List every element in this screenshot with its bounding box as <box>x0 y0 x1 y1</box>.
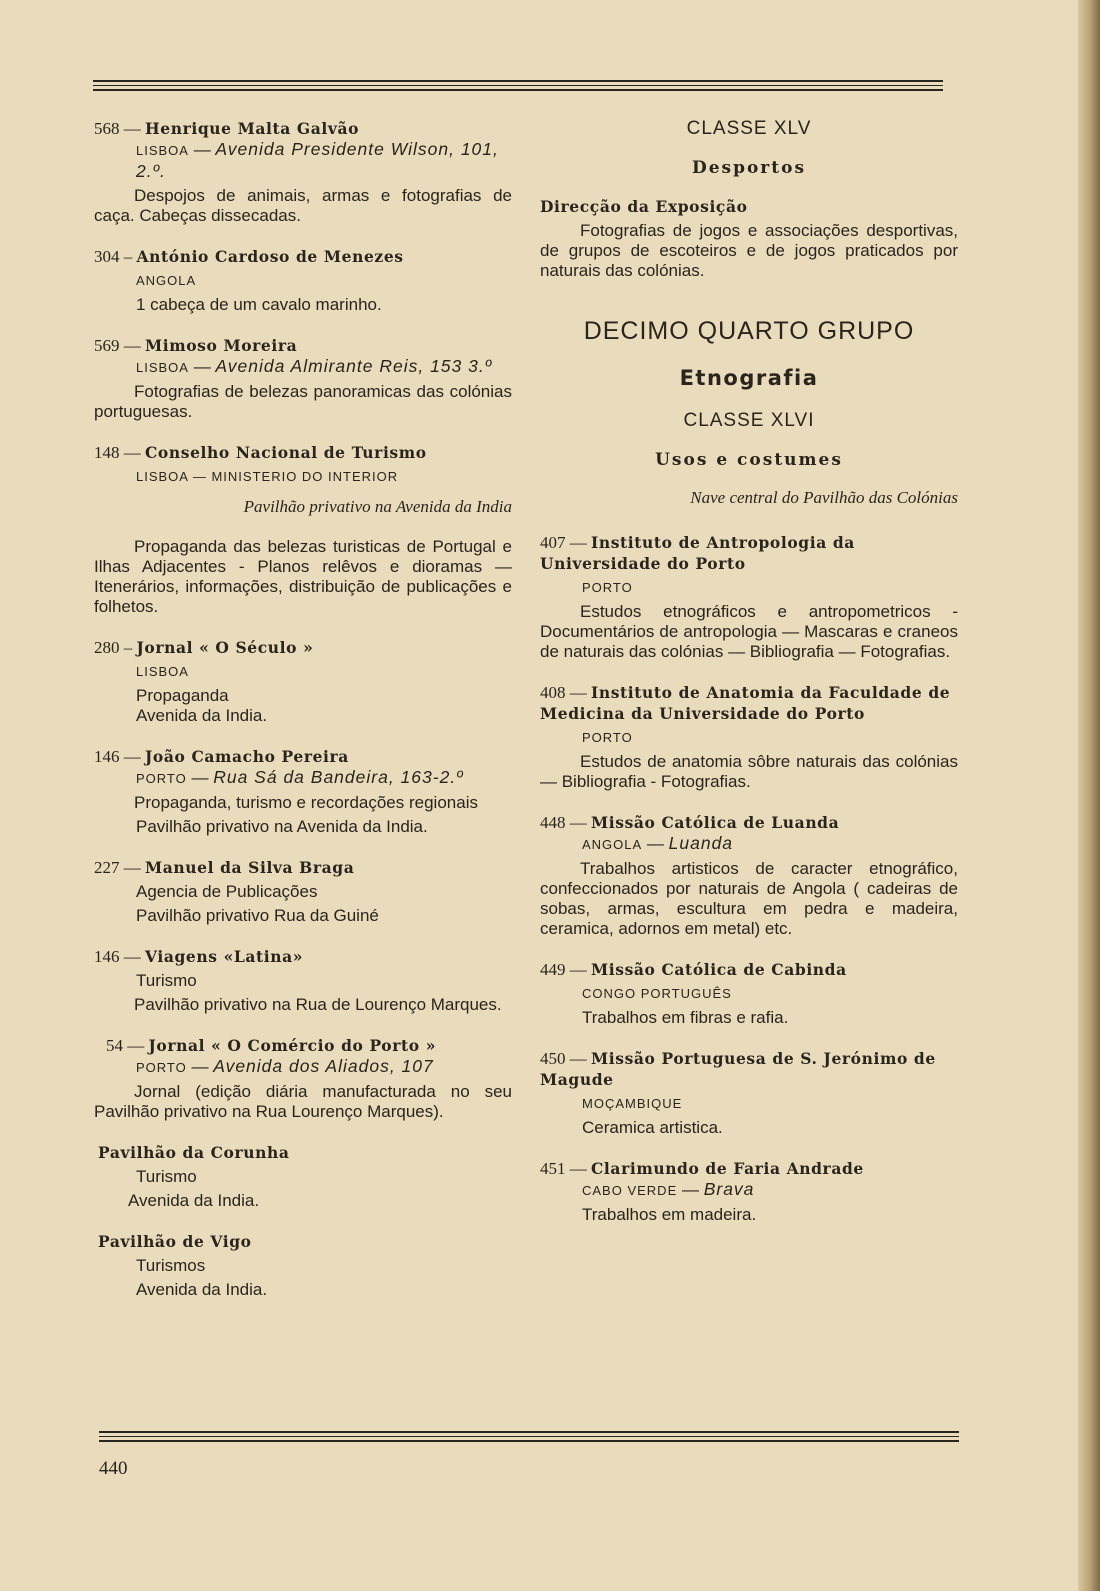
description: Fotografias de jogos e associações desportivas, de grupos de escoteiros e de jogos praticados por naturais das colónias. <box>540 221 958 280</box>
exhibitor-name: Pavilhão de Vigo <box>98 1232 252 1251</box>
bottom-rule <box>99 1431 959 1445</box>
entry-448: 448 — Missão Católica de Luanda ANGOLA — Luanda Trabalhos artisticos de caracter etnográfico, confeccionados por naturais de Angola ( cadeiras de sobas, armas, escultura em pedra e madeira, ceramica, adornos em metal) etc. <box>540 813 958 938</box>
class-subheading: Usos e costumes <box>655 450 843 470</box>
description-line: Turismo <box>136 1167 197 1186</box>
description-line: Avenida da India. <box>128 1191 260 1210</box>
description-line: Avenida da India. <box>136 706 268 725</box>
exhibitor-name: Viagens «Latina» <box>145 947 304 966</box>
location: LISBOA <box>136 664 189 679</box>
entry-pavilhao-corunha <box>94 1142 512 1211</box>
exhibitor-name: António Cardoso de Menezes <box>136 247 404 266</box>
description: Fotografias de belezas panoramicas das colónias portuguesas. <box>94 382 512 421</box>
exhibitor-name: Missão Católica de Luanda <box>591 813 840 832</box>
description: Jornal (edição diária manufacturada no seu Pavilhão privativo na Rua Lourenço Marques). <box>94 1082 512 1121</box>
description-line: Trabalhos em fibras e rafia. <box>582 1008 789 1027</box>
exhibitor-name: Missão Católica de Cabinda <box>591 960 847 979</box>
exhibitor-name: Clarimundo de Faria Andrade <box>591 1159 864 1178</box>
exhibitor-name: Mimoso Moreira <box>145 336 298 355</box>
page-number: 440 <box>99 1458 128 1479</box>
description: 1 cabeça de um cavalo marinho. <box>136 295 382 314</box>
entry-54: 54 — Jornal « O Comércio do Porto » PORTO — Avenida dos Aliados, 107 Jornal (edição diária manufacturada no seu Pavilhão privativo na Rua Lourenço Marques). <box>94 1036 512 1121</box>
exhibitor-name: João Camacho Pereira <box>145 747 349 766</box>
description: Trabalhos artisticos de caracter etnográfico, confeccionados por naturais de Angola ( cadeiras de sobas, armas, escultura em pedra e madeira, ceramica, adornos em metal) etc. <box>540 859 958 938</box>
address: Avenida Presidente Wilson, 101, 2.º. <box>136 139 499 181</box>
location: LISBOA — MINISTERIO DO INTERIOR <box>136 469 399 484</box>
location: PORTO <box>582 580 633 595</box>
entry-280 <box>94 637 512 726</box>
entry-number: 449 — <box>540 960 587 979</box>
location: CABO VERDE <box>582 1183 678 1198</box>
exhibitor-name: Jornal « O Século » <box>136 638 314 657</box>
entry-227 <box>94 857 512 926</box>
entry-pavilhao-vigo <box>94 1231 512 1300</box>
address: Avenida dos Aliados, 107 <box>213 1056 434 1076</box>
description: Pavilhão privativo na Rua de Lourenço Marques. <box>134 995 502 1014</box>
description: Propaganda das belezas turisticas de Portugal e Ilhas Adjacentes - Planos relêvos e dioramas — Itenerários, informações, distribuição de publicações e folhetos. <box>94 537 512 616</box>
description-line: Avenida da India. <box>136 1280 268 1299</box>
entry-408 <box>540 682 958 792</box>
location: CONGO PORTUGUÊS <box>582 986 732 1001</box>
description-line: Ceramica artistica. <box>582 1118 723 1137</box>
pavilion-note: Nave central do Pavilhão das Colónias <box>690 488 958 507</box>
entry-number: 227 — <box>94 858 141 877</box>
group-subheading: Etnografia <box>679 366 819 390</box>
location: PORTO <box>582 730 633 745</box>
page-edge <box>1078 0 1100 1591</box>
address: Luanda <box>668 833 734 853</box>
entry-568: 568 — Henrique Malta Galvão LISBOA — Avenida Presidente Wilson, 101, 2.º. Despojos de animais, armas e fotografias de caça. Cabeças dissecadas. <box>94 119 512 225</box>
description: Despojos de animais, armas e fotografias de caça. Cabeças dissecadas. <box>94 186 512 225</box>
exhibitor-name: Direcção da Exposição <box>540 197 748 216</box>
address: Rua Sá da Bandeira, 163-2.º <box>213 767 464 787</box>
entry-146-joao: 146 — João Camacho Pereira PORTO — Rua Sá da Bandeira, 163-2.º Propaganda, turismo e recordações regionais Pavilhão privativo na Avenida da India. <box>94 746 512 837</box>
exhibitor-name: Instituto de Anatomia da Faculdade de Medicina da Universidade do Porto <box>540 683 951 723</box>
location: ANGOLA <box>582 837 643 852</box>
entry-number: 448 — <box>540 813 587 832</box>
entry-451: 451 — Clarimundo de Faria Andrade CABO VERDE — Brava Trabalhos em madeira. <box>540 1158 958 1225</box>
exhibitor-name: Pavilhão da Corunha <box>98 1143 290 1162</box>
description-line: Pavilhão privativo na Avenida da India. <box>136 817 428 836</box>
location: PORTO <box>136 771 187 786</box>
entry-number: 450 — <box>540 1049 587 1068</box>
description-line: Turismos <box>136 1256 206 1275</box>
entry-569: 569 — Mimoso Moreira LISBOA — Avenida Almirante Reis, 153 3.º Fotografias de belezas panoramicas das colónias portuguesas. <box>94 336 512 421</box>
address: Avenida Almirante Reis, 153 3.º <box>215 356 493 376</box>
entry-407 <box>540 532 958 662</box>
entry-number: 451 — <box>540 1159 587 1178</box>
description-line: Propaganda <box>136 686 229 705</box>
entry-number: 568 — <box>94 119 141 138</box>
entry-304 <box>94 246 512 315</box>
description-line: Turismo <box>136 971 197 990</box>
exhibitor-name: Manuel da Silva Braga <box>145 858 355 877</box>
entry-number: 146 — <box>94 747 141 766</box>
class-heading: CLASSE XLVI <box>683 410 815 431</box>
description-line: Pavilhão privativo Rua da Guiné <box>136 906 379 925</box>
location: MOÇAMBIQUE <box>582 1096 683 1111</box>
entry-number: 148 — <box>94 443 141 462</box>
entry-number: 54 — <box>106 1036 145 1055</box>
class-subheading: Desportos <box>691 158 807 178</box>
right-column <box>540 118 958 1245</box>
description: Estudos de anatomia sôbre naturais das colónias — Bibliografia - Fotografias. <box>540 752 958 791</box>
entry-148 <box>94 442 512 617</box>
entry-449 <box>540 959 958 1028</box>
entry-number: 408 — <box>540 683 587 702</box>
description-line: Agencia de Publicações <box>136 882 318 901</box>
entry-450 <box>540 1048 958 1138</box>
class-heading: CLASSE XLV <box>686 118 812 139</box>
pavilion-note: Pavilhão privativo na Avenida da India <box>243 497 512 516</box>
location: PORTO <box>136 1060 187 1075</box>
exhibitor-name: Conselho Nacional de Turismo <box>145 443 427 462</box>
address: Brava <box>703 1179 755 1199</box>
location: ANGOLA <box>136 273 197 288</box>
exhibitor-name: Henrique Malta Galvão <box>145 119 360 138</box>
entry-number: 569 — <box>94 336 141 355</box>
entry-146-latina <box>94 946 512 1015</box>
location: LISBOA <box>136 143 189 158</box>
top-rule <box>93 80 943 94</box>
entry-direccao <box>540 196 958 281</box>
entry-number: 146 — <box>94 947 141 966</box>
group-heading: DECIMO QUARTO GRUPO <box>583 317 915 345</box>
description: Propaganda, turismo e recordações regionais <box>134 793 478 812</box>
description-line: Trabalhos em madeira. <box>582 1205 757 1224</box>
exhibitor-name: Missão Portuguesa de S. Jerónimo de Magude <box>540 1049 936 1089</box>
exhibitor-name: Jornal « O Comércio do Porto » <box>148 1036 436 1055</box>
entry-number: 407 — <box>540 533 587 552</box>
left-column <box>94 118 512 1320</box>
location: LISBOA <box>136 360 189 375</box>
description: Estudos etnográficos e antropometricos - Documentários de antropologia — Mascaras e craneos de naturais das colónias — Bibliografia — Fotografias. <box>540 602 958 661</box>
exhibitor-name: Instituto de Antropologia da Universidade do Porto <box>540 533 855 573</box>
entry-number: 304 – <box>94 247 133 266</box>
entry-number: 280 – <box>94 638 133 657</box>
